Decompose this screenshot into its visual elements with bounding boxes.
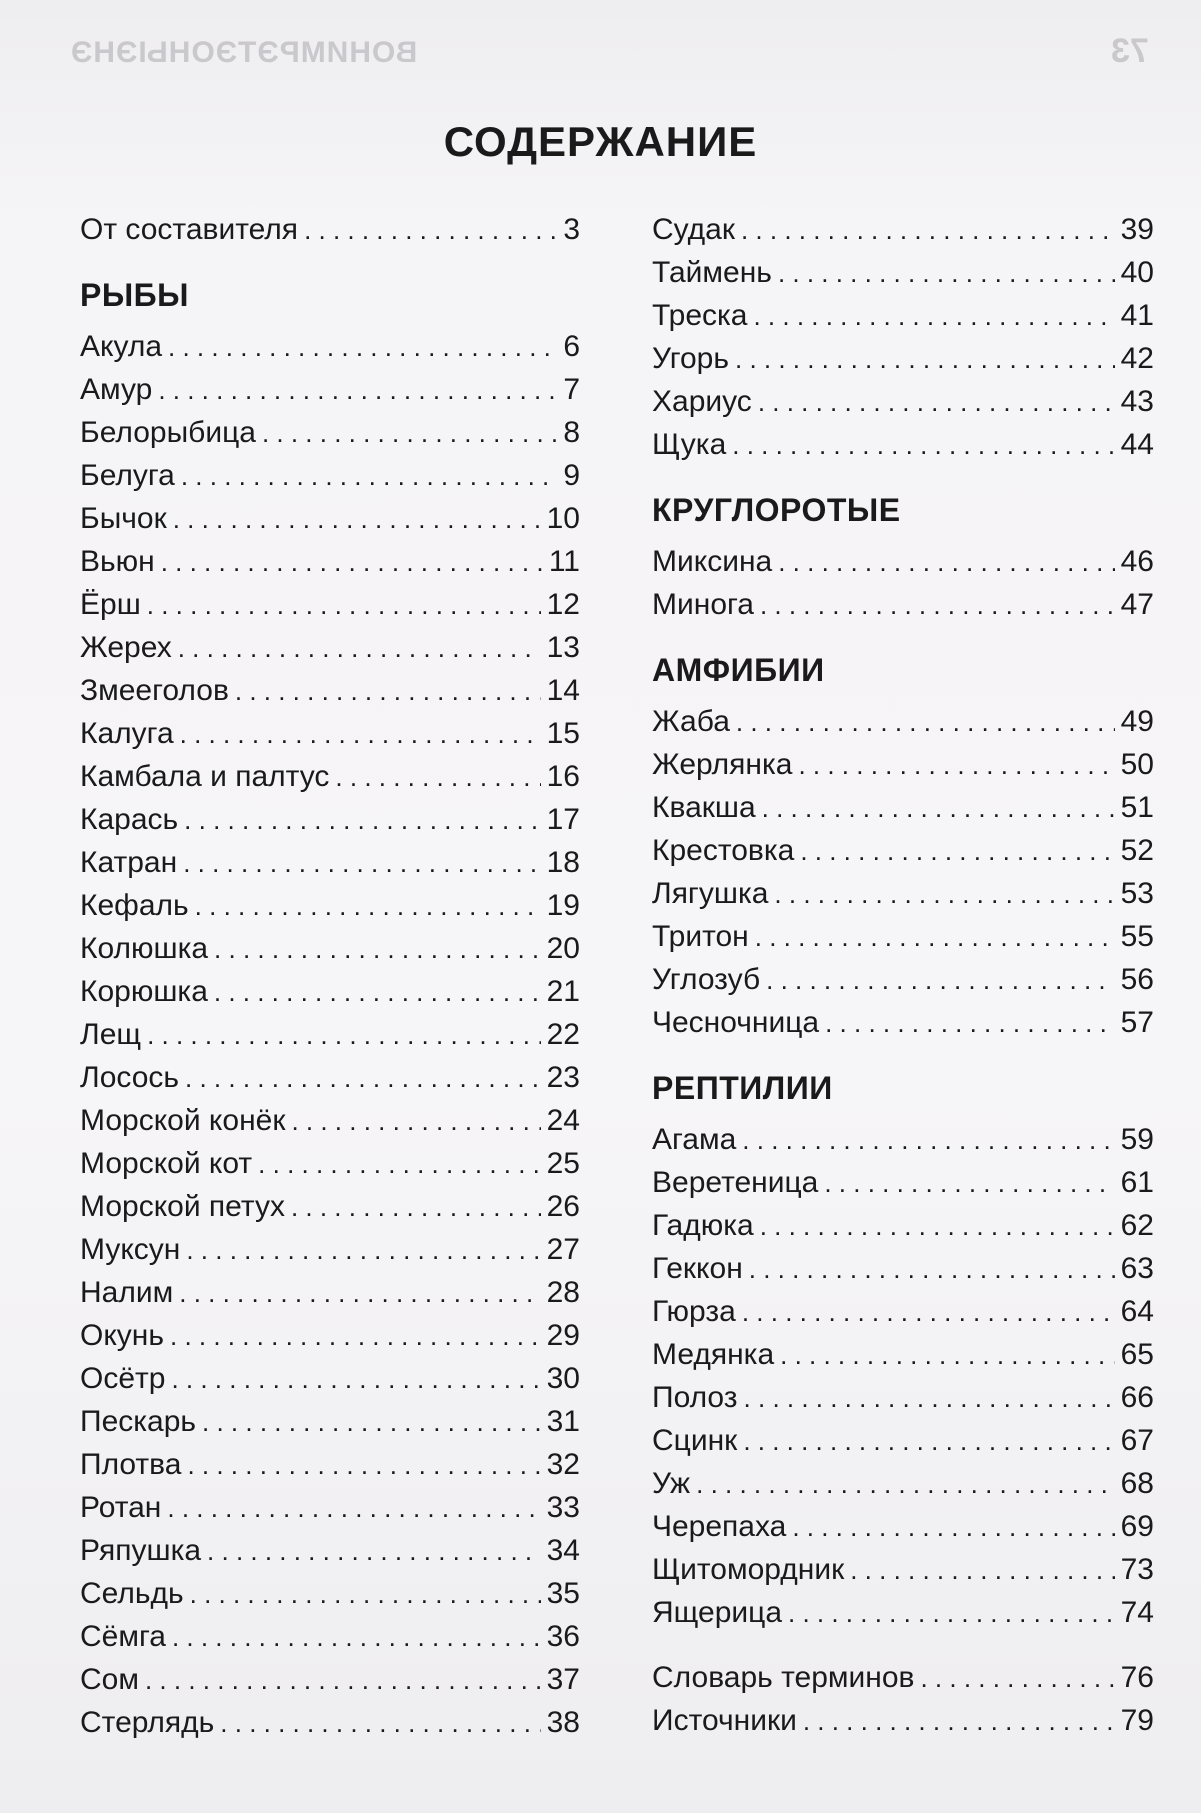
toc-leader-dots <box>792 1505 1114 1549</box>
toc-entry[interactable] <box>652 1656 1154 1699</box>
toc-entry-page: 35 <box>546 1577 580 1610</box>
toc-entry-page: 28 <box>546 1276 580 1309</box>
toc-entry-name: Полоз <box>652 1381 738 1414</box>
toc-entry[interactable] <box>80 1056 580 1099</box>
toc-entry-page: 38 <box>546 1706 580 1739</box>
toc-entry[interactable] <box>80 755 580 798</box>
toc-entry[interactable] <box>80 1314 580 1357</box>
toc-entry-name: Ряпушка <box>80 1534 202 1567</box>
toc-entry-page: 43 <box>1120 385 1154 418</box>
toc-leader-dots <box>753 294 1114 338</box>
toc-entry[interactable] <box>652 1001 1154 1044</box>
toc-entry[interactable] <box>80 1099 580 1142</box>
toc-entry[interactable] <box>80 712 580 755</box>
toc-list-amphibians <box>652 700 1154 1044</box>
toc-leader-dots <box>762 786 1115 830</box>
toc-entry-page: 73 <box>1120 1553 1154 1586</box>
toc-leader-dots <box>798 743 1114 787</box>
toc-entry-page: 25 <box>546 1147 580 1180</box>
toc-entry[interactable] <box>652 1118 1154 1161</box>
toc-entry[interactable] <box>80 1658 580 1701</box>
toc-right-column <box>652 208 1154 1742</box>
section-heading-reptiles: РЕПТИЛИИ <box>652 1070 833 1106</box>
toc-entry-page: 26 <box>546 1190 580 1223</box>
toc-leader-dots <box>186 1228 540 1272</box>
toc-entry-name: Лягушка <box>652 877 769 910</box>
toc-entry[interactable] <box>652 208 1154 251</box>
toc-leader-dots <box>147 1013 541 1057</box>
toc-entry-page: 6 <box>563 330 580 363</box>
toc-entry[interactable] <box>652 251 1154 294</box>
toc-entry[interactable] <box>80 325 580 368</box>
toc-leader-dots <box>171 1357 540 1401</box>
toc-entry[interactable] <box>80 583 580 626</box>
toc-entry[interactable] <box>80 368 580 411</box>
toc-entry[interactable] <box>80 841 580 884</box>
toc-leader-dots <box>920 1656 1114 1700</box>
toc-entry-name: Пескарь <box>80 1405 197 1438</box>
toc-entry-name: Корюшка <box>80 975 208 1008</box>
toc-entry-page: 50 <box>1120 748 1154 781</box>
toc-entry-page: 76 <box>1120 1661 1154 1694</box>
toc-entry-name: Тритон <box>652 920 749 953</box>
toc-entry[interactable] <box>652 380 1154 423</box>
toc-entry-page: 3 <box>563 213 580 246</box>
toc-entry-page: 41 <box>1120 299 1154 332</box>
toc-entry-page: 18 <box>546 846 580 879</box>
toc-leader-dots <box>180 712 541 756</box>
toc-entry[interactable] <box>80 1701 580 1744</box>
toc-entry-name: Хариус <box>652 385 752 418</box>
toc-entry[interactable] <box>80 1486 580 1529</box>
toc-entry-page: 46 <box>1120 545 1154 578</box>
toc-entry-page: 22 <box>546 1018 580 1051</box>
toc-entry-page: 52 <box>1120 834 1154 867</box>
toc-entry-page: 17 <box>546 803 580 836</box>
toc-leader-dots <box>825 1001 1115 1045</box>
section-heading-amphibians: АМФИБИИ <box>652 652 825 688</box>
toc-entry[interactable] <box>652 1161 1154 1204</box>
toc-entry-page: 63 <box>1120 1252 1154 1285</box>
toc-entry-intro[interactable] <box>80 208 580 251</box>
toc-leader-dots <box>732 423 1114 467</box>
toc-entry[interactable] <box>652 1591 1154 1634</box>
toc-leader-dots <box>262 411 557 455</box>
toc-leader-dots <box>258 1142 540 1186</box>
toc-leader-dots <box>741 208 1115 252</box>
toc-entry-name: Змееголов <box>80 674 229 707</box>
toc-entry[interactable] <box>652 1548 1154 1591</box>
toc-entry-name: Лещ <box>80 1018 142 1051</box>
toc-entry-name: Калуга <box>80 717 174 750</box>
toc-leader-dots <box>170 1314 541 1358</box>
toc-entry-page: 66 <box>1120 1381 1154 1414</box>
toc-entry-name: Гюрза <box>652 1295 736 1328</box>
toc-leader-dots <box>744 1376 1115 1420</box>
toc-entry-page: 20 <box>546 932 580 965</box>
toc-entry-page: 56 <box>1120 963 1154 996</box>
toc-leader-dots <box>235 669 541 713</box>
toc-entry-name: Судак <box>652 213 735 246</box>
toc-leader-dots <box>185 1056 541 1100</box>
toc-entry-name: Крестовка <box>652 834 795 867</box>
toc-leader-dots <box>178 626 541 670</box>
toc-entry[interactable] <box>80 1228 580 1271</box>
toc-entry-name: Источники <box>652 1704 797 1737</box>
toc-entry-name: Амур <box>80 373 153 406</box>
toc-entry-name: Камбала и палтус <box>80 760 330 793</box>
toc-leader-dots <box>291 1185 541 1229</box>
toc-entry-name: Стерлядь <box>80 1706 215 1739</box>
toc-entry[interactable] <box>80 970 580 1013</box>
toc-leader-dots <box>778 251 1115 295</box>
toc-entry-name: Медянка <box>652 1338 775 1371</box>
toc-entry[interactable] <box>80 1142 580 1185</box>
toc-entry-page: 74 <box>1120 1596 1154 1629</box>
toc-entry-page: 13 <box>546 631 580 664</box>
toc-entry[interactable] <box>652 1290 1154 1333</box>
toc-entry-name: Кефаль <box>80 889 189 922</box>
toc-entry[interactable] <box>80 540 580 583</box>
toc-entry-name: Щитомордник <box>652 1553 845 1586</box>
toc-entry[interactable] <box>652 872 1154 915</box>
toc-entry-page: 79 <box>1120 1704 1154 1737</box>
toc-leader-dots <box>749 1247 1115 1291</box>
toc-entry[interactable] <box>652 700 1154 743</box>
toc-entry-name: Словарь терминов <box>652 1661 915 1694</box>
toc-leader-dots <box>760 583 1115 627</box>
toc-entry[interactable] <box>652 540 1154 583</box>
toc-entry-name: Плотва <box>80 1448 182 1481</box>
toc-leader-dots <box>291 1099 540 1143</box>
toc-list-fish <box>80 325 580 1744</box>
toc-entry[interactable] <box>80 1271 580 1314</box>
toc-entry[interactable] <box>652 294 1154 337</box>
toc-entry-name: Таймень <box>652 256 772 289</box>
toc-entry-name: Ёрш <box>80 588 141 621</box>
toc-entry-page: 65 <box>1120 1338 1154 1371</box>
toc-entry-page: 14 <box>546 674 580 707</box>
toc-entry-page: 51 <box>1120 791 1154 824</box>
toc-entry-page: 53 <box>1120 877 1154 910</box>
page-title: СОДЕРЖАНИЕ <box>443 118 758 165</box>
toc-entry[interactable] <box>652 1376 1154 1419</box>
toc-entry-name: Минога <box>652 588 754 621</box>
toc-entry-page: 69 <box>1120 1510 1154 1543</box>
toc-leader-dots <box>742 1290 1115 1334</box>
toc-leader-dots <box>184 798 540 842</box>
toc-entry-page: 36 <box>546 1620 580 1653</box>
toc-leader-dots <box>147 583 541 627</box>
toc-leader-dots <box>774 872 1114 916</box>
toc-leader-dots <box>766 958 1115 1002</box>
toc-leader-dots <box>181 454 557 498</box>
toc-entry-page: 49 <box>1120 705 1154 738</box>
toc-leader-dots <box>195 884 541 928</box>
toc-leader-dots <box>788 1591 1115 1635</box>
toc-entry-page: 40 <box>1120 256 1154 289</box>
toc-entry-name: Черепаха <box>652 1510 787 1543</box>
toc-entry-page: 64 <box>1120 1295 1154 1328</box>
toc-list-reptiles <box>652 1118 1154 1634</box>
toc-entry-name: Углозуб <box>652 963 761 996</box>
toc-entry[interactable] <box>652 1333 1154 1376</box>
toc-leader-dots <box>736 700 1115 744</box>
toc-entry[interactable] <box>80 1529 580 1572</box>
toc-leader-dots <box>760 1204 1115 1248</box>
toc-leader-dots <box>778 540 1114 584</box>
toc-entry[interactable] <box>652 786 1154 829</box>
toc-entry-page: 39 <box>1120 213 1154 246</box>
toc-leader-dots <box>187 1443 540 1487</box>
toc-entry-name: Чесночница <box>652 1006 820 1039</box>
section-heading-cyclostomes: КРУГЛОРОТЫЕ <box>652 492 901 528</box>
toc-entry-name: Уж <box>652 1467 691 1500</box>
toc-entry[interactable] <box>652 337 1154 380</box>
toc-entry-name: Осётр <box>80 1362 166 1395</box>
toc-entry[interactable] <box>652 743 1154 786</box>
toc-entry-name: Сцинк <box>652 1424 738 1457</box>
toc-entry[interactable] <box>80 798 580 841</box>
toc-entry[interactable] <box>652 1699 1154 1742</box>
toc-leader-dots <box>220 1701 540 1745</box>
toc-entry-page: 33 <box>546 1491 580 1524</box>
toc-entry[interactable] <box>652 1505 1154 1548</box>
toc-leader-dots <box>735 337 1115 381</box>
toc-entry-page: 15 <box>546 717 580 750</box>
toc-entry-page: 10 <box>546 502 580 535</box>
toc-list-fish-continued <box>652 208 1154 466</box>
toc-entry-name: Лосось <box>80 1061 180 1094</box>
toc-entry-page: 37 <box>546 1663 580 1696</box>
toc-entry-name: Белуга <box>80 459 175 492</box>
toc-entry-page: 31 <box>546 1405 580 1438</box>
toc-entry-page: 16 <box>546 760 580 793</box>
toc-leader-dots <box>167 1486 540 1530</box>
toc-entry-page: 12 <box>546 588 580 621</box>
section-heading-fish: РЫБЫ <box>80 277 189 313</box>
toc-entry-page: 7 <box>563 373 580 406</box>
spacer <box>652 1634 1154 1656</box>
toc-entry[interactable] <box>80 1400 580 1443</box>
toc-entry-name: Катран <box>80 846 178 879</box>
toc-entry[interactable] <box>80 669 580 712</box>
toc-entry-page: 32 <box>546 1448 580 1481</box>
toc-entry[interactable] <box>80 1185 580 1228</box>
toc-leader-dots <box>758 380 1115 424</box>
toc-entry-page: 24 <box>546 1104 580 1137</box>
toc-left-column <box>80 208 580 1744</box>
toc-leader-dots <box>214 970 541 1014</box>
toc-list-appendix <box>652 1656 1154 1742</box>
toc-entry[interactable] <box>652 1247 1154 1290</box>
toc-entry-name: Окунь <box>80 1319 164 1352</box>
toc-leader-dots <box>780 1333 1114 1377</box>
toc-entry[interactable] <box>652 1462 1154 1505</box>
toc-leader-dots <box>742 1118 1114 1162</box>
toc-entry[interactable] <box>652 829 1154 872</box>
toc-entry-name: Жерех <box>80 631 172 664</box>
toc-entry-page: 8 <box>563 416 580 449</box>
toc-entry-page: 19 <box>546 889 580 922</box>
toc-entry-name: Жерлянка <box>652 748 793 781</box>
toc-entry-name: Ящерица <box>652 1596 783 1629</box>
toc-entry[interactable] <box>80 626 580 669</box>
toc-entry-name: Треска <box>652 299 748 332</box>
toc-leader-dots <box>173 497 541 541</box>
toc-entry-name: Ротан <box>80 1491 162 1524</box>
toc-entry-page: 47 <box>1120 588 1154 621</box>
toc-leader-dots <box>161 540 543 584</box>
toc-entry[interactable] <box>80 1013 580 1056</box>
toc-entry-name: Налим <box>80 1276 174 1309</box>
toc-entry-page: 59 <box>1120 1123 1154 1156</box>
toc-entry-page: 11 <box>548 545 580 578</box>
bleed-through-header: ВОНИМРЭТЭОНЫЭНЭ <box>70 36 418 69</box>
toc-entry-name: Сельдь <box>80 1577 184 1610</box>
toc-entry-page: 68 <box>1120 1467 1154 1500</box>
toc-entry[interactable] <box>80 411 580 454</box>
toc-entry-name: Карась <box>80 803 179 836</box>
toc-entry[interactable] <box>652 915 1154 958</box>
toc-entry-name: Морской кот <box>80 1147 253 1180</box>
toc-entry-page: 67 <box>1120 1424 1154 1457</box>
toc-entry-name: Квакша <box>652 791 756 824</box>
toc-entry-name: Вьюн <box>80 545 155 578</box>
toc-entry-name: Миксина <box>652 545 773 578</box>
toc-entry[interactable] <box>80 884 580 927</box>
toc-leader-dots <box>755 915 1115 959</box>
toc-leader-dots <box>803 1699 1115 1743</box>
toc-entry-page: 23 <box>546 1061 580 1094</box>
toc-entry[interactable] <box>652 1419 1154 1462</box>
toc-leader-dots <box>304 208 557 252</box>
toc-leader-dots <box>824 1161 1114 1205</box>
toc-entry-name: Сёмга <box>80 1620 166 1653</box>
toc-entry[interactable] <box>80 1615 580 1658</box>
toc-entry-page: 9 <box>563 459 580 492</box>
toc-leader-dots <box>214 927 541 971</box>
toc-leader-dots <box>335 755 540 799</box>
toc-entry-name: Угорь <box>652 342 729 375</box>
toc-leader-dots <box>190 1572 541 1616</box>
toc-entry-page: 61 <box>1120 1166 1154 1199</box>
toc-entry-name: Сом <box>80 1663 139 1696</box>
toc-entry-page: 57 <box>1120 1006 1154 1039</box>
toc-entry[interactable] <box>80 454 580 497</box>
toc-leader-dots <box>168 325 557 369</box>
toc-entry-name: Геккон <box>652 1252 743 1285</box>
toc-entry-page: 55 <box>1120 920 1154 953</box>
toc-leader-dots <box>800 829 1114 873</box>
toc-entry-page: 30 <box>546 1362 580 1395</box>
toc-entry-name: Гадюка <box>652 1209 754 1242</box>
toc-entry-page: 27 <box>546 1233 580 1266</box>
toc-entry-name: Жаба <box>652 705 730 738</box>
toc-entry-name: Морской конёк <box>80 1104 286 1137</box>
toc-entry[interactable] <box>80 927 580 970</box>
toc-leader-dots <box>158 368 557 412</box>
toc-entry[interactable] <box>80 1357 580 1400</box>
toc-entry-name: Щука <box>652 428 727 461</box>
toc-entry-name: Морской петух <box>80 1190 285 1223</box>
bleed-through-page-number: 73 <box>1111 32 1149 70</box>
toc-entry-name: Бычок <box>80 502 167 535</box>
toc-leader-dots <box>850 1548 1114 1592</box>
toc-entry-name: Агама <box>652 1123 737 1156</box>
toc-leader-dots <box>183 841 540 885</box>
toc-entry-page: 42 <box>1120 342 1154 375</box>
toc-leader-dots <box>179 1271 540 1315</box>
toc-entry[interactable] <box>652 958 1154 1001</box>
toc-entry-name: Колюшка <box>80 932 209 965</box>
toc-entry[interactable] <box>80 1443 580 1486</box>
toc-entry-page: 21 <box>546 975 580 1008</box>
toc-entry[interactable] <box>80 497 580 540</box>
toc-leader-dots <box>172 1615 541 1659</box>
toc-list-cyclostomes <box>652 540 1154 626</box>
toc-entry-name: Белорыбица <box>80 416 256 449</box>
toc-leader-dots <box>743 1419 1114 1463</box>
toc-entry-page: 62 <box>1120 1209 1154 1242</box>
toc-entry[interactable] <box>80 1572 580 1615</box>
toc-leader-dots <box>202 1400 541 1444</box>
toc-entry[interactable] <box>652 583 1154 626</box>
toc-entry[interactable] <box>652 423 1154 466</box>
toc-entry-page: 34 <box>546 1534 580 1567</box>
toc-entry-page: 29 <box>546 1319 580 1352</box>
toc-entry-page: 44 <box>1120 428 1154 461</box>
toc-entry-name: От составителя <box>80 213 299 246</box>
toc-entry-name: Акула <box>80 330 163 363</box>
toc-leader-dots <box>696 1462 1114 1506</box>
toc-leader-dots <box>207 1529 541 1573</box>
toc-entry-name: Муксун <box>80 1233 181 1266</box>
toc-entry-name: Веретеница <box>652 1166 819 1199</box>
toc-entry[interactable] <box>652 1204 1154 1247</box>
toc-leader-dots <box>145 1658 541 1702</box>
